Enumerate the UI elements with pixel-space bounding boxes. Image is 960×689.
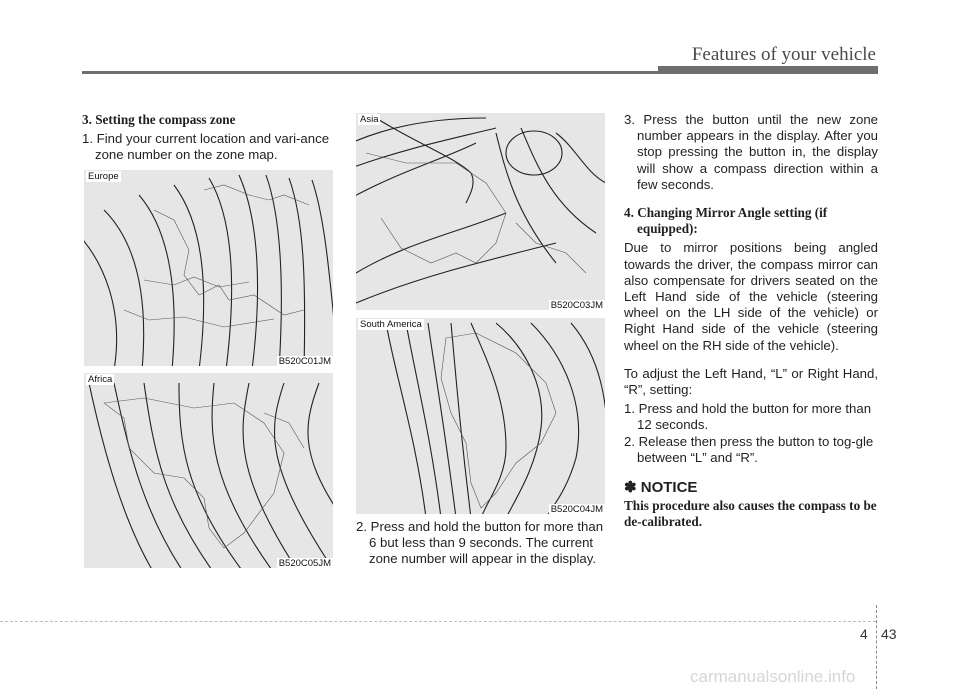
map-code-asia: B520C03JM xyxy=(550,300,603,310)
chapter-number: 4 xyxy=(860,626,868,642)
watermark: carmanualsonline.info xyxy=(690,667,856,686)
right-column xyxy=(624,112,878,530)
asia-map-graphic xyxy=(356,113,605,310)
map-label-south-america: South America xyxy=(360,319,422,330)
header-rule xyxy=(82,71,878,74)
south-america-map-graphic xyxy=(356,318,605,514)
map-label-africa: Africa xyxy=(88,374,113,385)
map-code-europe: B520C01JM xyxy=(278,356,331,366)
section-title-mirror-angle: 4. Changing Mirror Angle setting (if equipped): xyxy=(624,205,828,237)
map-code-south-america: B520C04JM xyxy=(550,504,603,514)
south-america-zone-map xyxy=(356,318,605,514)
africa-map-graphic xyxy=(84,373,333,568)
left-column xyxy=(82,112,334,164)
page-number: 43 xyxy=(881,626,897,642)
map-label-europe: Europe xyxy=(88,171,119,182)
map-code-africa: B520C05JM xyxy=(278,558,331,568)
paragraph-adjust-lr: To adjust the Left Hand, “L” or Right Hand, “R”, setting: xyxy=(624,365,878,398)
section-title-compass-zone: 3. Setting the compass zone xyxy=(82,112,236,127)
europe-zone-map xyxy=(84,170,333,366)
paragraph-mirror-compensation: Due to mirror positions being angled towards the driver, the compass mirror can also compensate for drivers seated on the Left Hand side of the vehicle (steering wheel on the LH side of the vehicle) or Right Hand side of the vehicle (steering wheel on the RH side of the vehicle). xyxy=(624,240,878,353)
footer-vertical-rule xyxy=(876,605,877,689)
step-release-toggle: 2. Release then press the button to tog-gle between “L” and “R”. xyxy=(624,433,874,465)
step-1: 1. Find your current location and vari-ance zone number on the zone map. xyxy=(82,131,330,163)
footer-dashed-rule xyxy=(0,621,876,622)
middle-column xyxy=(356,519,605,568)
asia-zone-map xyxy=(356,113,605,310)
step-2: 2. Press and hold the button for more than 6 but less than 9 seconds. The current zone number will appear in the display. xyxy=(356,519,604,567)
step-press-hold: 1. Press and hold the button for more than 12 seconds. xyxy=(624,401,872,433)
notice-text: This procedure also causes the compass to be de-calibrated. xyxy=(624,498,877,530)
africa-zone-map xyxy=(84,373,333,568)
running-header: Features of your vehicle xyxy=(691,44,876,65)
map-label-asia: Asia xyxy=(360,114,379,125)
europe-map-graphic xyxy=(84,170,333,366)
step-3: 3. Press the button until the new zone number appears in the display. After you stop pressing the button in, the display will show a compass direction within a few seconds. xyxy=(624,112,878,192)
notice-title: ✽ NOTICE xyxy=(624,479,698,497)
